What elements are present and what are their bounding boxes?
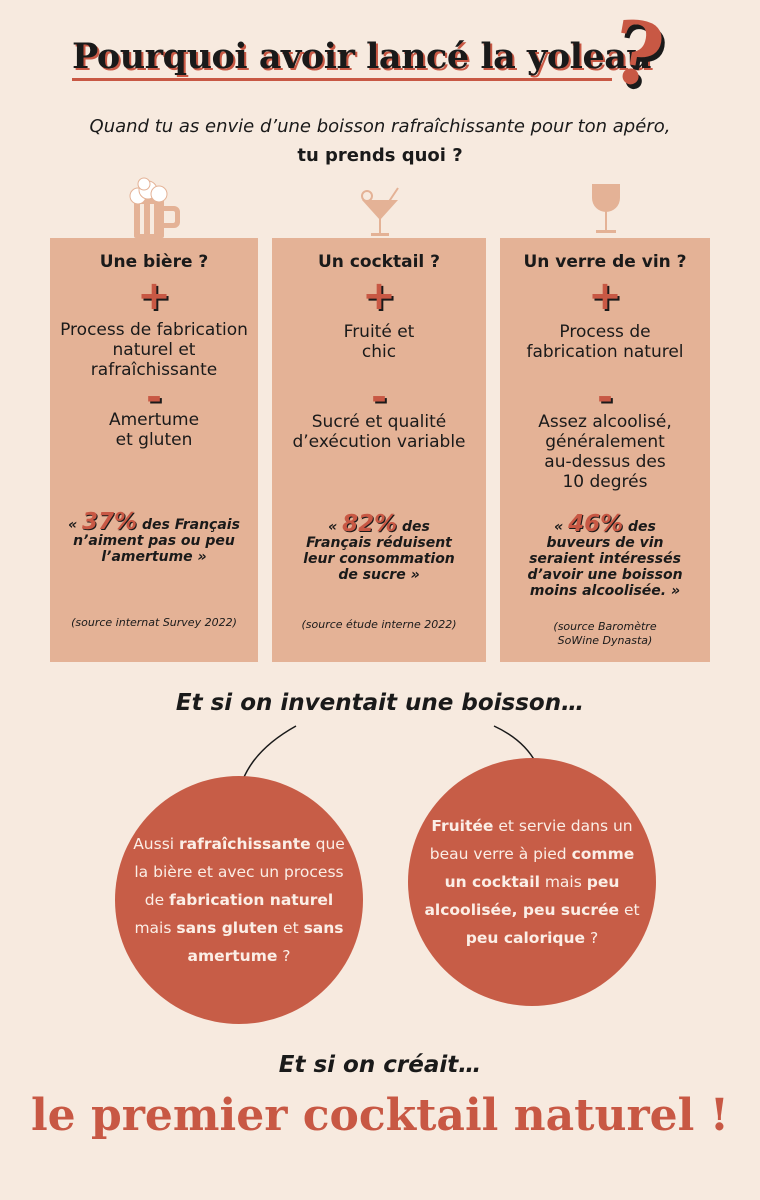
plus-sign: + [588, 273, 622, 319]
plus-sign: + [137, 273, 171, 319]
card-beer [50, 238, 258, 662]
quote-text: des Français n’aiment pas ou peu l’amertume » [73, 517, 240, 565]
card-pros: Process de fabrication naturel et rafraîchissante [60, 320, 248, 380]
title-underline [72, 78, 612, 81]
question-create: Et si on créait… [278, 1052, 482, 1078]
circle-text [130, 830, 348, 970]
stat-percent: 46% [568, 511, 624, 537]
card-wine [500, 238, 710, 662]
subtitle-bold: tu prends quoi ? [297, 145, 463, 166]
text-segment: ? [585, 929, 599, 947]
quote-open: « [328, 519, 343, 535]
text-segment: mais [539, 873, 587, 891]
quote-open: « [68, 517, 83, 533]
text-segment: ? [277, 947, 291, 965]
bold-segment: fabrication naturel [169, 891, 334, 909]
card-cons: Assez alcoolisé, généralement au-dessus des 10 degrés [538, 412, 672, 492]
card-cocktail [272, 238, 486, 662]
card-quote [296, 511, 462, 583]
card-title: Une bière ? [99, 252, 209, 272]
page-title: Pourquoi avoir lancé la yoleau [72, 36, 652, 77]
plus-sign: + [362, 273, 396, 319]
bold-segment: peu calorique [465, 929, 586, 947]
text-segment: et [278, 919, 304, 937]
card-title: Un cocktail ? [318, 252, 440, 272]
card-cons: Amertume et gluten [108, 410, 200, 450]
text-segment: que la bière et avec un process de [134, 835, 345, 909]
card-source: (source étude interne 2022) [301, 618, 457, 631]
text-segment: Aussi [133, 835, 179, 853]
final-headline: le premier cocktail naturel ! [30, 1090, 730, 1141]
text-segment: et [619, 901, 640, 919]
quote-open: « [554, 519, 569, 535]
card-quote [68, 509, 240, 565]
quote-text: des buveurs de vin seraient intéressés d’avoir une boisson moins alcoolisée. » [527, 519, 683, 599]
circle-cocktail-like [408, 758, 656, 1006]
bold-segment: Fruitée [431, 817, 494, 835]
beer-mug-icon [120, 176, 186, 240]
circle-beer-like [115, 776, 363, 1024]
card-pros: Process de fabrication naturel [526, 322, 684, 362]
minus-sign: - [146, 375, 162, 419]
subtitle: Quand tu as envie d’une boisson rafraîchissante pour ton apéro, [89, 116, 671, 137]
cocktail-glass-icon [356, 186, 404, 238]
card-source: (source internat Survey 2022) [71, 616, 237, 629]
stat-percent: 82% [342, 511, 398, 537]
minus-sign: - [371, 375, 387, 419]
card-cons: Sucré et qualité d’exécution variable [292, 412, 466, 452]
bold-segment: peu alcoolisée, peu sucrée [424, 873, 620, 919]
bold-segment: comme un cocktail [444, 845, 635, 891]
circle-text [423, 812, 641, 952]
minus-sign: - [597, 375, 613, 419]
bold-segment: sans amertume [187, 919, 344, 965]
bold-segment: rafraîchissante [179, 835, 311, 853]
quote-text: des Français réduisent leur consommation de sucre » [303, 519, 455, 583]
stat-percent: 37% [82, 509, 138, 535]
bold-segment: sans gluten [176, 919, 279, 937]
question-invent: Et si on inventait une boisson… [175, 690, 585, 716]
text-segment: et servie dans un beau verre à pied [429, 817, 633, 863]
card-source: (source Baromètre SoWine Dynasta) [553, 620, 657, 647]
card-quote [522, 511, 688, 599]
text-segment: mais [134, 919, 177, 937]
card-title: Un verre de vin ? [523, 252, 687, 272]
card-pros: Fruité et chic [343, 322, 415, 362]
question-mark: ? [603, 0, 671, 109]
wine-glass-icon [588, 182, 624, 238]
